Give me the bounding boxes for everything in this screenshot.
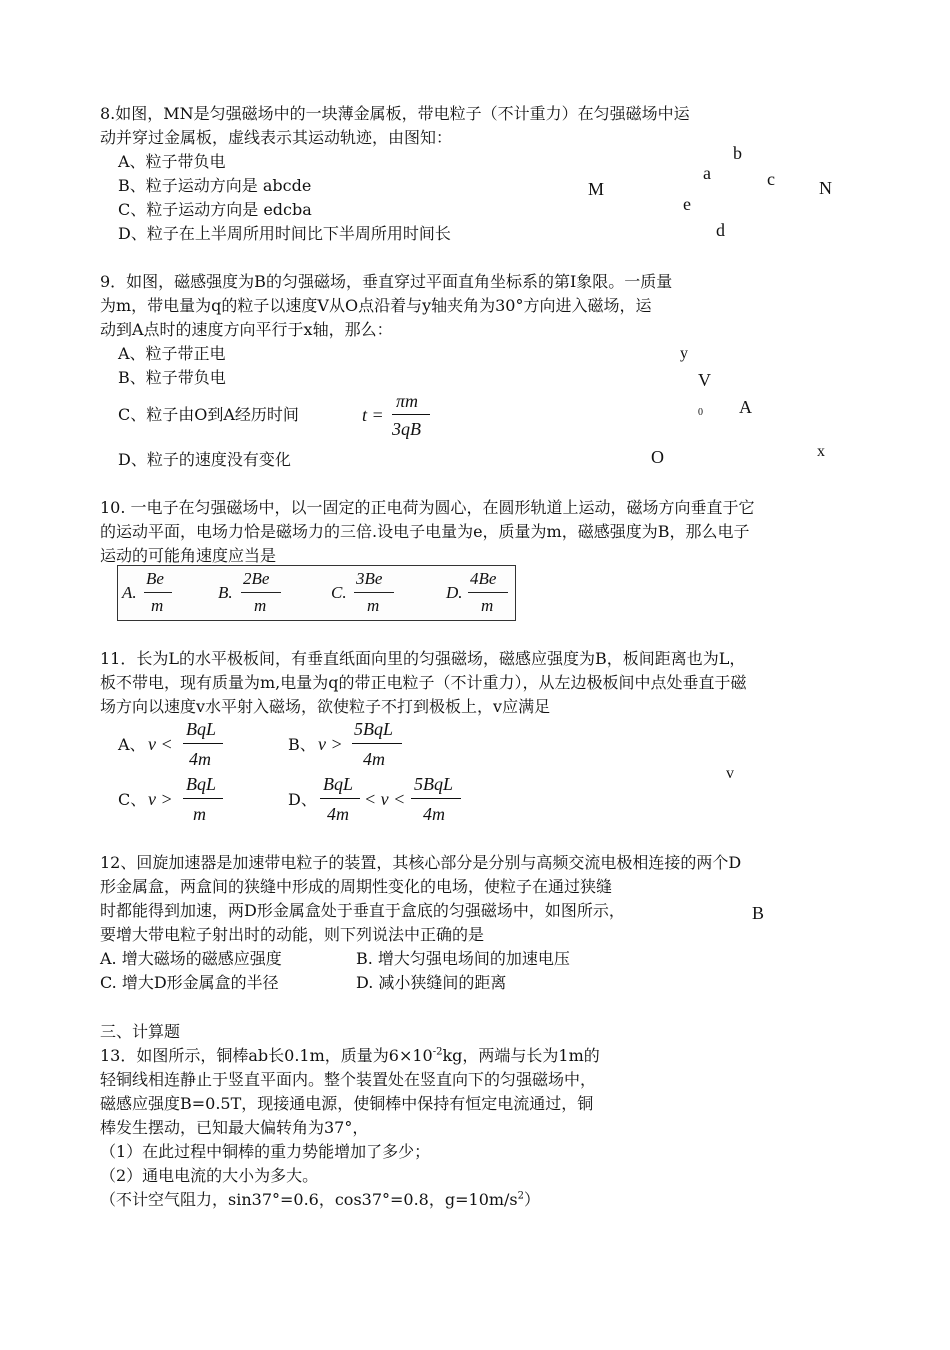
q10-stem-line1: 10. 一电子在匀强磁场中，以一固定的正电荷为圆心，在圆形轨道上运动，磁场方向垂直于它	[100, 498, 755, 517]
q11-stem-line3: 场方向以速度v水平射入磁场，欲使粒子不打到极板上，v应满足	[100, 697, 551, 716]
q11-option-c-lhs: v >	[148, 789, 173, 809]
q11-option-a-label: A、	[118, 735, 146, 754]
q12-stem-line3: 时都能得到加速，两D形金属盒处于垂直于盒底的匀强磁场中，如图所示，	[100, 901, 625, 920]
q9-stem-line2: 为m，带电量为q的粒子以速度V从O点沿着与y轴夹角为30°方向进入磁场，运	[100, 296, 652, 315]
q10-option-d-bar	[468, 592, 508, 593]
q11-option-c-numerator: BqL	[186, 774, 217, 794]
q9-label-y: y	[680, 345, 688, 362]
q11-option-a-numerator: BqL	[186, 719, 217, 739]
q9-label-o: O	[651, 447, 664, 467]
q8-option-b: B、粒子运动方向是 abcde	[118, 176, 312, 195]
q11-option-d-numerator2: 5BqL	[414, 774, 454, 794]
q12-option-a: A. 增大磁场的磁感应强度	[100, 949, 282, 968]
q11-option-a-denominator: 4m	[189, 749, 211, 769]
q11-option-b-lhs: v >	[318, 734, 343, 754]
q9-label-v-subscript: 0	[698, 407, 703, 418]
q10-option-c-denominator: m	[367, 596, 380, 615]
q10-option-b-denominator: m	[254, 596, 267, 615]
q9-option-c-lhs: t =	[362, 405, 384, 425]
q11-option-b-denominator: 4m	[363, 749, 385, 769]
q12-option-d: D. 减小狭缝间的距离	[356, 973, 507, 992]
q8-stem-line1: 8.如图，MN是匀强磁场中的一块薄金属板，带电粒子（不计重力）在匀强磁场中运	[100, 104, 690, 123]
q12-option-c: C. 增大D形金属盒的半径	[100, 973, 279, 992]
q10-option-a-denominator: m	[151, 596, 164, 615]
q11-stem-line1: 11．长为L的水平极板间，有垂直纸面向里的匀强磁场，磁感应强度为B，板间距离也为L，	[100, 649, 746, 668]
q9-option-b: B、粒子带负电	[118, 368, 226, 387]
q9-stem-line3: 动到A点时的速度方向平行于x轴，那么：	[100, 320, 393, 339]
q8-option-d: D、粒子在上半周所用时间比下半周所用时间长	[118, 224, 451, 243]
q8-label-m: M	[588, 179, 605, 199]
q10-option-b-letter: B.	[218, 583, 233, 602]
q12-stem-line2: 形金属盒，两盒间的狭缝中形成的周期性变化的电场，使粒子在通过狭缝	[100, 877, 613, 896]
q9-option-c-denominator: 3qB	[392, 419, 421, 439]
q8-label-c: c	[767, 169, 775, 189]
q11-option-d-denominator2: 4m	[423, 804, 445, 824]
q11-option-c-denominator: m	[193, 804, 206, 824]
q13-note: （不计空气阻力，sin37°=0.6，cos37°=0.8，$g=10m/s^2$）	[100, 1190, 541, 1209]
q10-option-a-bar	[144, 592, 172, 593]
q10-option-c-bar	[354, 592, 394, 593]
q11-option-d-numerator1: BqL	[323, 774, 354, 794]
q11-figure-label-v: v	[726, 765, 734, 782]
q9-option-d: D、粒子的速度没有变化	[118, 450, 291, 469]
q9-fraction-bar	[392, 414, 430, 415]
q10-option-c-letter: C.	[331, 583, 347, 602]
q9-option-a: A、粒子带正电	[118, 344, 226, 363]
q13-subquestion-2: （2）通电电流的大小为多大。	[100, 1166, 319, 1185]
q12-stem-line4: 要增大带电粒子射出时的动能，则下列说法中正确的是	[100, 925, 485, 944]
q13-line1: 13．如图所示，铜棒ab长0.1m，质量为$6\times 10^{-2}kg$，两端与长为1m的	[100, 1046, 600, 1065]
q11-option-b-numerator: 5BqL	[354, 719, 394, 739]
q11-option-b-label: B、	[288, 735, 316, 754]
q9-label-a: A	[739, 397, 752, 417]
q8-label-b: b	[733, 143, 742, 163]
q10-option-d-numerator: 4Be	[470, 569, 497, 588]
q11-option-d-denominator1: 4m	[327, 804, 349, 824]
q10-option-a-numerator: Be	[146, 569, 164, 588]
q13-line2: 轻铜线相连静止于竖直平面内。整个装置处在竖直向下的匀强磁场中，	[100, 1070, 597, 1089]
q12-figure-label-b: B	[752, 903, 765, 923]
q8-label-n: N	[819, 178, 832, 198]
q11-stem-line2: 板不带电，现有质量为m,电量为q的带正电粒子（不计重力），从左边极板间中点处垂直于磁	[100, 673, 747, 692]
q10-option-d-letter: D.	[446, 583, 463, 602]
q9-option-c-numerator: πm	[396, 391, 419, 411]
q8-label-e: e	[683, 194, 691, 214]
q12-option-b: B. 增大匀强电场间的加速电压	[356, 949, 570, 968]
q11-option-b-bar	[352, 743, 402, 744]
q11-option-a-bar	[183, 743, 223, 744]
q10-stem-line3: 运动的可能角速度应当是	[100, 546, 277, 565]
q9-option-c-text: C、粒子由O到A经历时间	[118, 405, 299, 424]
q11-option-d-bar1	[320, 798, 360, 799]
q11-option-d-label: D、	[288, 790, 317, 809]
q10-option-d-denominator: m	[481, 596, 494, 615]
q12-stem-line1: 12、回旋加速器是加速带电粒子的装置，其核心部分是分别与高频交流电极相连接的两个D	[100, 853, 742, 872]
q13-subquestion-1: （1）在此过程中铜棒的重力势能增加了多少；	[100, 1142, 431, 1161]
q10-stem-line2: 的运动平面，电场力恰是磁场力的三倍.设电子电量为e，质量为m，磁感强度为B，那么电子	[100, 522, 750, 541]
q10-option-b-bar	[241, 592, 281, 593]
section3-heading: 三、计算题	[100, 1022, 181, 1041]
q11-option-a-lhs: v <	[148, 734, 173, 754]
q13-line4: 棒发生摆动，已知最大偏转角为37°，	[100, 1118, 369, 1137]
q11-option-c-label: C、	[118, 790, 147, 809]
q8-label-d: d	[716, 220, 725, 240]
q9-stem-line1: 9．如图，磁感强度为B的匀强磁场，垂直穿过平面直角坐标系的第Ⅰ象限。一质量	[100, 272, 673, 291]
q10-option-c-numerator: 3Be	[356, 569, 383, 588]
q8-label-a: a	[703, 163, 711, 183]
q9-label-v: V	[698, 370, 711, 390]
q10-option-b-numerator: 2Be	[243, 569, 270, 588]
q11-option-d-bar2	[411, 798, 461, 799]
q10-options-image	[117, 565, 516, 621]
q8-option-a: A、粒子带负电	[118, 152, 226, 171]
q8-option-c: C、粒子运动方向是 edcba	[118, 200, 312, 219]
q11-option-c-bar	[183, 798, 223, 799]
q13-line3: 磁感应强度B=0.5T，现接通电源，使铜棒中保持有恒定电流通过，铜	[100, 1094, 594, 1113]
q11-option-d-middle: < v <	[364, 789, 406, 809]
q10-option-a-letter: A.	[122, 583, 137, 602]
q9-label-x: x	[817, 443, 825, 460]
q8-stem-line2: 动并穿过金属板，虚线表示其运动轨迹，由图知：	[100, 128, 453, 147]
